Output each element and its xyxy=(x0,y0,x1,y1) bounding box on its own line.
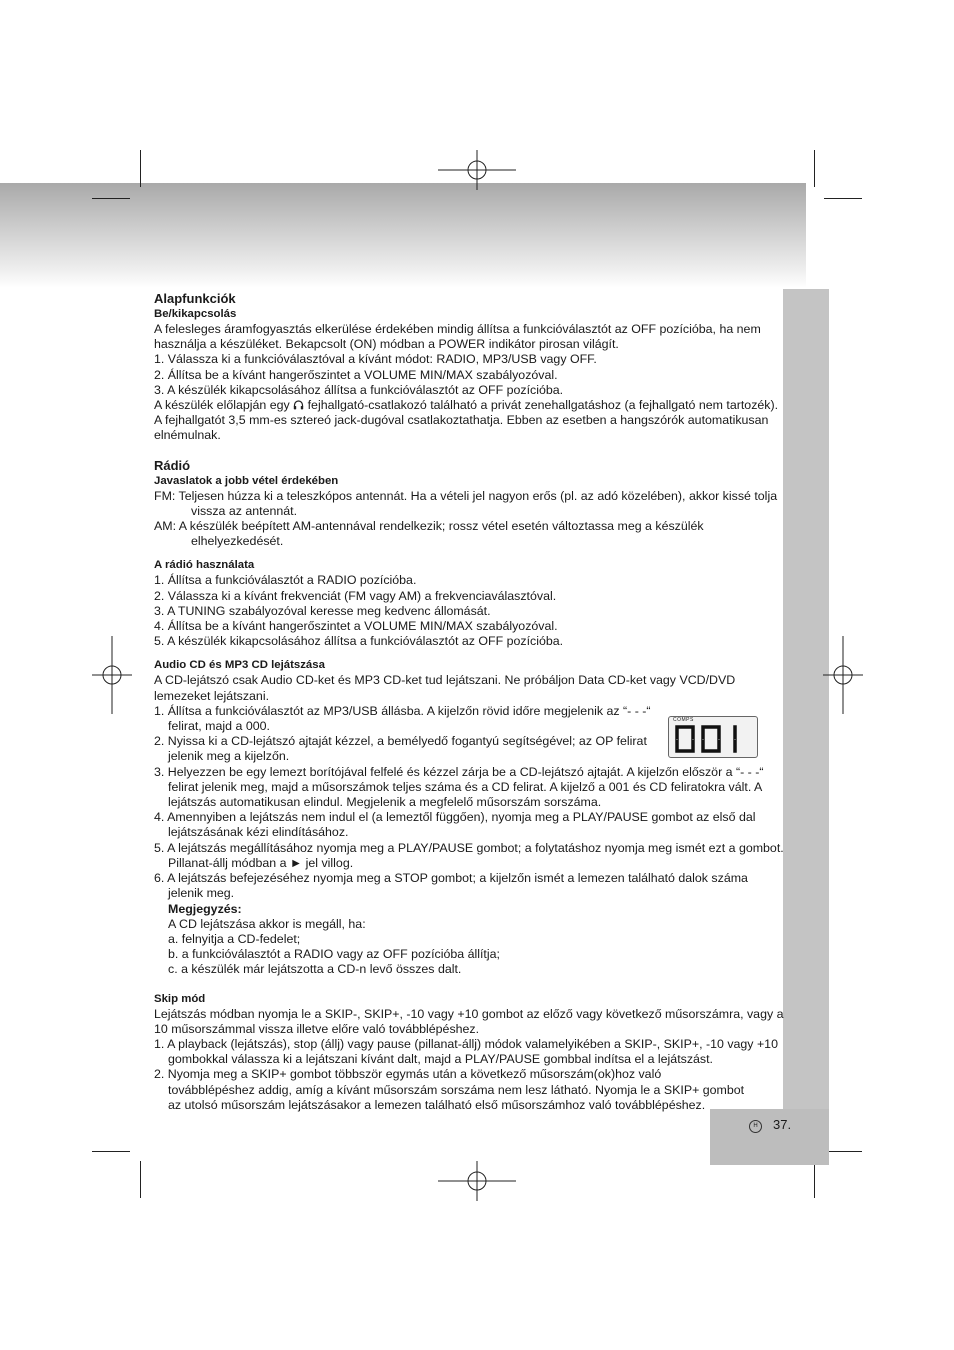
list-item: 4. Amennyiben a lejátszás nem indul el (a lemeztől függően), nyomja meg a PLAY/PAUSE gombot az első dal lejátszásának kézi elindításához. xyxy=(154,810,756,840)
note-line: a. felnyitja a CD-fedelet; xyxy=(168,931,301,946)
crop-mark xyxy=(814,150,815,187)
paragraph-cd-intro: A CD-lejátszó csak Audio CD-ket és MP3 CD-ket tud lejátszani. Ne próbáljon Data CD-ket vagy VCD/DVD lemezeket lejátszani. xyxy=(154,673,736,703)
lcd-digits-001 xyxy=(673,723,753,755)
list-item: 2. Válassza ki a kívánt frekvenciát (FM vagy AM) a frekvenciaválasztóval. xyxy=(154,588,557,603)
section-title-basic: Alapfunkciók xyxy=(154,291,236,306)
page-number-box xyxy=(710,1109,829,1165)
step5-text-before: 5. A lejátszás megállításához nyomja meg a PLAY/PAUSE gombot; a folytatáshoz nyomja meg ismét ezt a gombot. Pillanat-állj módban a xyxy=(154,840,784,870)
note-title: Megjegyzés: xyxy=(168,901,242,916)
list-item: 1. Válassza ki a funkcióválasztóval a kívánt módot: RADIO, MP3/USB vagy OFF. xyxy=(154,352,597,367)
list-item: 2. Állítsa be a kívánt hangerőszintet a VOLUME MIN/MAX szabályozóval. xyxy=(154,367,558,382)
language-badge: H xyxy=(749,1120,762,1133)
play-icon: ► xyxy=(289,855,303,870)
main-content xyxy=(154,291,784,1113)
power-steps-list xyxy=(154,352,784,398)
paragraph-fm: FM: Teljesen húzza ki a teleszkópos antennát. Ha a vételi jel nagyon erős (pl. az adó közelében), akkor kissé tolja vissza az antennát. xyxy=(154,488,778,518)
list-item: 2. Nyomja meg a SKIP+ gombot többször egymás után a következő műsorszám(ok)hoz való továbblépéshez addig, amíg a kívánt műsorszám sorszáma nem lesz látható. Nyomja le a SKIP+ gombot az utolsó műsorszám lejátszásakor a lemezen található első műsorszámhoz való továbblépéshez. xyxy=(154,1067,745,1112)
crop-mark xyxy=(824,198,862,199)
note-line: A CD lejátszása akkor is megáll, ha: xyxy=(168,916,366,931)
crop-mark xyxy=(92,198,130,199)
page-number: 37. xyxy=(773,1117,792,1132)
subsection-title-power: Be/kikapcsolás xyxy=(154,308,237,320)
registration-mark-right xyxy=(823,636,863,714)
crop-mark xyxy=(814,1161,815,1198)
paragraph-am: AM: A készülék beépített AM-antennával rendelkezik; rossz vétel esetén változtassa meg a készülék elhelyezkedését. xyxy=(154,519,704,549)
paragraph-power-intro: A felesleges áramfogyasztás elkerülése érdekében mindig állítsa a funkcióválasztót az OFF pozícióba, ha nem használja a készüléket. Bekapcsolt (ON) módban a POWER indikátor pirosan világít. xyxy=(154,322,761,352)
headphone-text-before: A készülék előlapján egy xyxy=(154,398,290,413)
list-item: 2. Nyissa ki a CD-lejátszó ajtaját kézzel, a bemélyedő fogantyú segítségével; az OP felirat jelenik meg a kijelzőn. xyxy=(154,734,647,764)
list-item: 5. A készülék kikapcsolásához állítsa a funkcióválasztót az OFF pozícióba. xyxy=(154,634,564,649)
crop-mark xyxy=(824,1151,862,1152)
crop-mark xyxy=(140,1161,141,1198)
crop-mark xyxy=(92,1151,130,1152)
subsection-title-skip: Skip mód xyxy=(154,992,206,1005)
registration-mark-left xyxy=(92,636,132,714)
list-item: 3. Helyezzen be egy lemezt borítójával felfelé és kézzel zárja be a CD-lejátszó ajtaját. A kijelzőn először a “- - -“ felirat jelenik meg, majd a műsorszámok teljes száma és a CD felirat. A kijelző a 001 és CD feliratokra vált. A lejátszás automatikusan elindul. Megjelenik a megfelelő műsorszám sorszáma. xyxy=(154,764,764,810)
list-item: 3. A TUNING szabályozóval keresse meg kedvenc állomását. xyxy=(154,603,491,618)
registration-mark-bottom xyxy=(438,1161,516,1201)
paragraph-headphone xyxy=(154,398,784,444)
headphone-icon xyxy=(293,400,304,410)
list-item xyxy=(154,841,784,871)
paragraph-skip-intro: Lejátszás módban nyomja le a SKIP-, SKIP+, -10 vagy +10 gombot az előző vagy következő műsorszámra, vagy a 10 műsorszámmal visszа illetve előre való továbblépéshez. xyxy=(154,1006,784,1036)
list-item: 6. A lejátszás befejezéséhez nyomja meg a STOP gombot; a kijelzőn ismét a lemezen található dalok száma jelenik meg. xyxy=(154,871,748,901)
crop-mark xyxy=(140,150,141,187)
note-line: b. a funkcióválasztót a RADIO vagy az OFF pozícióba állítja; xyxy=(168,947,500,962)
lcd-indicator-label: COMPS xyxy=(673,717,694,723)
step5-text-after: jel villog. xyxy=(305,855,354,870)
headphone-text-after: fejhallgató-csatlakozó található a privát zenehallgatáshoz (a fejhallgató nem tartozék). A fejhallgatót 3,5 mm-es sztereó jack-dugóval csatlakoztathatja. Ebben az esetben a hangszórók automatikusan elnémulnak. xyxy=(154,398,779,443)
lcd-display-illustration xyxy=(668,716,758,758)
list-item: 4. Állítsa be a kívánt hangerőszintet a VOLUME MIN/MAX szabályozóval. xyxy=(154,619,558,634)
list-item: 3. A készülék kikapcsolásához állítsa a funkcióválasztót az OFF pozícióba. xyxy=(154,382,564,397)
list-item: 1. A playback (lejátszás), stop (állj) vagy pause (pillanat-állj) módok valamelyikében a SKIP-, SKIP+, -10 vagy +10 gombokkal válassza ki a lejátszani kívánt dalt, majd a PLAY/PAUSE gombbal indítsa el a lejátszást. xyxy=(154,1036,778,1067)
section-title-radio: Rádió xyxy=(154,457,191,473)
list-item: 1. Állítsa a funkcióválasztót a RADIO pozícióba. xyxy=(154,573,417,588)
subsection-title-radio-use: A rádió használata xyxy=(154,559,255,572)
note-block xyxy=(154,902,784,978)
list-item: 1. Állítsa a funkcióválasztót az MP3/USB állásba. A kijelzőn rövid időre megjelenik az “- - -“ felirat, majd a 000. xyxy=(154,703,651,734)
subsection-title-reception-tips: Javaslatok a jobb vétel érdekében xyxy=(154,474,339,487)
registration-mark-top xyxy=(438,150,516,190)
skip-steps-list xyxy=(154,1037,784,1113)
radio-steps-list xyxy=(154,573,784,649)
subsection-title-cd: Audio CD és MP3 CD lejátszása xyxy=(154,659,325,672)
note-line: c. a készülék már lejátszotta a CD-n levő összes dalt. xyxy=(168,962,462,977)
